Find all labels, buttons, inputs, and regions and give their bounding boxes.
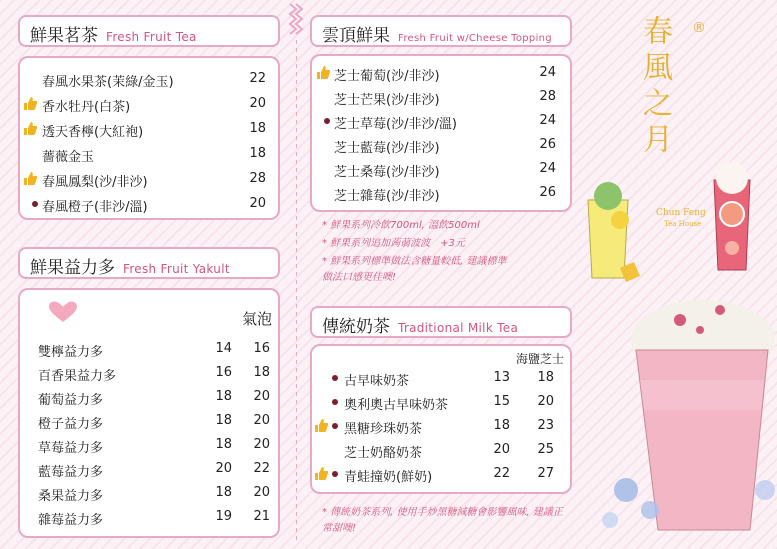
item-name: 芝士藍莓(沙/非沙) <box>334 141 440 156</box>
item-name: 黑糖珍珠奶茶 <box>344 422 423 437</box>
recommended-dot-icon <box>324 118 330 124</box>
item-price: 22 <box>493 466 510 481</box>
section-title-en: Fresh Fruit Yakult <box>123 262 230 276</box>
item-price: 18 <box>215 413 232 428</box>
note-volume: * 鮮果系列冷飲700ml, 溫飲500ml <box>322 220 480 231</box>
heart-icon <box>46 300 80 324</box>
item-price-sparkling: 22 <box>253 461 270 476</box>
menu-row <box>20 93 278 117</box>
item-name: 草莓益力多 <box>38 441 104 456</box>
item-price: 20 <box>215 461 232 476</box>
item-price: 16 <box>215 365 232 380</box>
item-price: 26 <box>539 185 556 200</box>
item-price: 20 <box>249 196 266 211</box>
item-price: 20 <box>493 442 510 457</box>
item-price-sea-salt: 20 <box>537 394 554 409</box>
grapefruit-drink-image <box>714 162 750 270</box>
item-name: 春風橙子(非沙/溫) <box>42 200 148 215</box>
item-name: 春風水果茶(茉綠/金玉) <box>42 75 174 90</box>
item-price-sparkling: 18 <box>253 365 270 380</box>
menu-row <box>312 62 570 86</box>
section-title-zh: 傳統奶茶 <box>322 317 390 337</box>
section-title-en: Fresh Fruit w/Cheese Topping <box>398 33 552 44</box>
thumbs-up-icon <box>316 65 330 80</box>
cheese-topping-header <box>310 15 572 47</box>
note-milk-tea: * 傳統奶茶系列, 使用手炒黑糖減糖會影響風味, 建議正 <box>322 507 563 518</box>
item-price-sparkling: 16 <box>253 341 270 356</box>
item-name: 葡萄益力多 <box>38 393 104 408</box>
cheese-topping-panel <box>310 54 572 212</box>
menu-row <box>312 182 570 206</box>
menu-row <box>312 415 570 439</box>
thumbs-up-icon <box>23 96 37 111</box>
item-price-sea-salt: 23 <box>537 418 554 433</box>
item-name: 香水牡丹(白茶) <box>42 100 131 115</box>
menu-row <box>312 463 570 487</box>
item-name: 芝士桑莓(沙/非沙) <box>334 165 440 180</box>
menu-row <box>20 434 278 458</box>
recommended-dot-icon <box>332 375 338 381</box>
item-name: 雙檸益力多 <box>38 345 104 360</box>
recommended-dot-icon <box>32 201 38 207</box>
item-name: 透天香檸(大紅袍) <box>42 125 144 140</box>
item-price: 18 <box>249 121 266 136</box>
fresh-fruit-yakult-header <box>18 247 280 279</box>
item-name: 雜莓益力多 <box>38 513 104 528</box>
brand-logo <box>612 12 706 228</box>
menu-row <box>20 118 278 142</box>
item-name: 橙子益力多 <box>38 417 104 432</box>
thumbs-up-icon <box>23 121 37 136</box>
section-title-zh: 鮮果益力多 <box>30 258 115 278</box>
item-price: 22 <box>249 71 266 86</box>
menu-row <box>20 506 278 530</box>
item-price-sparkling: 20 <box>253 485 270 500</box>
brand-name-en: Chun Feng <box>656 208 706 218</box>
item-price: 26 <box>539 137 556 152</box>
menu-row <box>20 410 278 434</box>
item-price: 24 <box>539 113 556 128</box>
section-title-zh: 鮮果茗茶 <box>30 26 98 46</box>
item-name: 藍莓益力多 <box>38 465 104 480</box>
item-price: 18 <box>249 146 266 161</box>
item-price-sea-salt: 25 <box>537 442 554 457</box>
item-price-sea-salt: 18 <box>537 370 554 385</box>
lemon-drink-image <box>588 182 640 282</box>
menu-row <box>312 367 570 391</box>
section-title-en: Traditional Milk Tea <box>398 321 519 335</box>
item-name: 芝士雜莓(沙/非沙) <box>334 189 440 204</box>
menu-row <box>20 168 278 192</box>
item-price-sparkling: 21 <box>253 509 270 524</box>
item-name: 芝士草莓(沙/非沙/溫) <box>334 117 457 132</box>
item-name: 百香果益力多 <box>38 369 117 384</box>
item-price: 28 <box>249 171 266 186</box>
item-price: 24 <box>539 65 556 80</box>
item-price: 18 <box>493 418 510 433</box>
menu-row <box>20 68 278 92</box>
drinks-illustration <box>580 160 777 549</box>
registered-mark: ® <box>692 20 706 36</box>
column-label-sea-salt-cheese: 海鹽芝士 <box>516 352 565 366</box>
brand-sub-en: Tea House <box>664 220 702 228</box>
item-price: 18 <box>215 437 232 452</box>
menu-row <box>20 143 278 167</box>
milk-tea-panel <box>310 344 572 494</box>
item-price-sparkling: 20 <box>253 413 270 428</box>
fresh-fruit-tea-panel <box>18 56 280 220</box>
item-name: 桑果益力多 <box>38 489 104 504</box>
brand-name-zh: 春風之月 <box>637 15 672 159</box>
menu-row <box>20 362 278 386</box>
fresh-fruit-yakult-panel <box>18 288 280 538</box>
menu-row <box>312 439 570 463</box>
item-name: 芝士芒果(沙/非沙) <box>334 93 440 108</box>
fresh-fruit-tea-header <box>18 15 280 47</box>
thumbs-up-icon <box>314 418 328 433</box>
item-name: 春風鳳梨(沙/非沙) <box>42 175 148 190</box>
item-price-sea-salt: 27 <box>537 466 554 481</box>
menu-row <box>312 391 570 415</box>
strawberry-milk-drink-image <box>631 300 775 530</box>
item-name: 青蛙撞奶(鮮奶) <box>344 470 433 485</box>
note-konjac: * 鮮果系列追加蒟蒻波波 +3元 <box>322 238 465 249</box>
note-sugar: * 鮮果系列標準做法含糖量較低, 建議標準 <box>322 256 507 267</box>
item-price: 24 <box>539 161 556 176</box>
menu-row <box>312 158 570 182</box>
note-milk-tea-cont: 常甜噢! <box>322 523 357 534</box>
recommended-dot-icon <box>332 423 338 429</box>
menu-row <box>312 134 570 158</box>
section-title-en: Fresh Fruit Tea <box>106 30 197 44</box>
menu-row <box>20 482 278 506</box>
milk-tea-header <box>310 306 572 338</box>
item-name: 古早味奶茶 <box>344 374 410 389</box>
item-price: 14 <box>215 341 232 356</box>
item-name: 芝士葡萄(沙/非沙) <box>334 69 440 84</box>
note-sugar-cont: 做法口感更佳噢! <box>322 272 397 283</box>
zigzag-divider-icon <box>288 2 304 38</box>
menu-row <box>312 86 570 110</box>
menu-row <box>20 338 278 362</box>
item-price: 18 <box>215 485 232 500</box>
section-title-zh: 雲頂鮮果 <box>322 26 390 46</box>
column-divider <box>296 40 297 540</box>
menu-row <box>20 386 278 410</box>
menu-row <box>20 458 278 482</box>
item-price: 15 <box>493 394 510 409</box>
thumbs-up-icon <box>314 466 328 481</box>
menu-row <box>20 193 278 217</box>
item-name: 奧利奧古早味奶茶 <box>344 398 449 413</box>
item-price: 28 <box>539 89 556 104</box>
item-price: 13 <box>493 370 510 385</box>
item-price: 19 <box>215 509 232 524</box>
recommended-dot-icon <box>332 471 338 477</box>
item-price: 18 <box>215 389 232 404</box>
item-price-sparkling: 20 <box>253 389 270 404</box>
thumbs-up-icon <box>23 171 37 186</box>
menu-row <box>312 110 570 134</box>
recommended-dot-icon <box>332 399 338 405</box>
column-label-sparkling: 氣泡 <box>242 310 273 328</box>
item-name: 薔薇金玉 <box>42 150 95 165</box>
item-price: 20 <box>249 96 266 111</box>
item-name: 芝士奶酪奶茶 <box>344 446 423 461</box>
item-price-sparkling: 20 <box>253 437 270 452</box>
